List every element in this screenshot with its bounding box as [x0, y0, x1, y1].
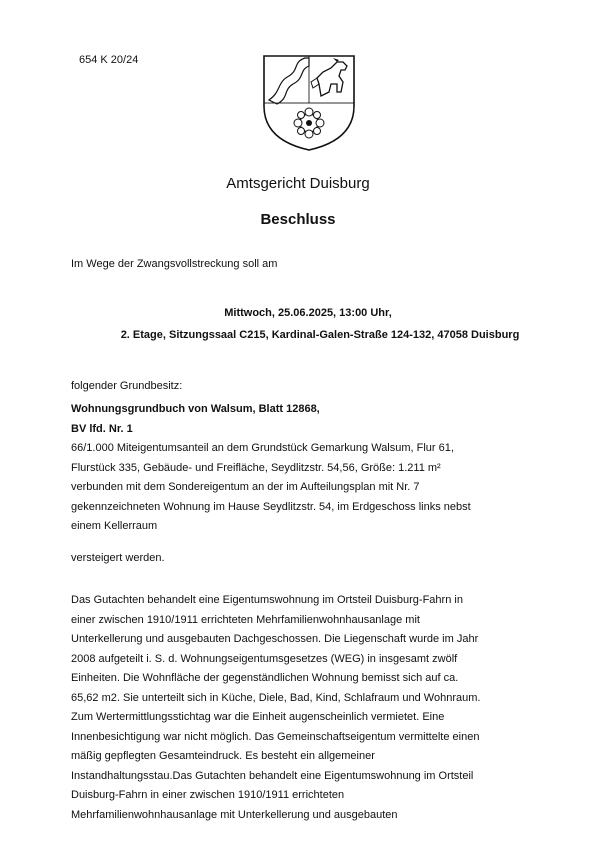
- gutachten-line: einer zwischen 1910/1911 errichteten Mehrfamilienwohnhausanlage mit: [71, 613, 420, 626]
- gutachten-line: Zum Wertermittlungsstichtag war die Einheit augenscheinlich vermietet. Eine: [71, 711, 445, 723]
- grundbuch-title: Wohnungsgrundbuch von Walsum, Blatt 12868,: [71, 403, 320, 415]
- gutachten-section: [71, 591, 541, 825]
- gutachten-line: Innenbesichtigung war nicht möglich. Das Gemeinschaftseigentum vermittelte einen: [71, 730, 480, 743]
- gutachten-line: Das Gutachten behandelt eine Eigentumswohnung im Ortsteil Duisburg-Fahrn in: [71, 594, 463, 606]
- gutachten-line: Duisburg-Fahrn in einer zwischen 1910/1911 errichteten: [71, 789, 345, 801]
- grundbesitz-label: folgender Grundbesitz:: [71, 380, 183, 392]
- gutachten-line: 65,62 m2. Sie unterteilt sich in Küche, Diele, Bad, Kind, Schlafraum und Wohnraum.: [71, 691, 481, 704]
- grundbesitz-line: 66/1.000 Miteigentumsanteil an dem Grundstück Gemarkung Walsum, Flur 61,: [71, 442, 454, 454]
- gutachten-line: Unterkellerung und ausgebauten Dachgeschossen. Die Liegenschaft wurde im Jahr: [71, 633, 479, 645]
- grundbesitz-line: einem Kellerraum: [71, 520, 158, 532]
- versteigert-text: versteigert werden.: [71, 552, 165, 564]
- document-title: Beschluss: [260, 211, 336, 228]
- gutachten-line: Einheiten. Die Wohnfläche der gegenständlichen Wohnung bemisst sich auf ca.: [71, 672, 459, 684]
- gutachten-line: Instandhaltungsstau.Das Gutachten behandelt eine Eigentumswohnung im Ortsteil: [71, 769, 474, 782]
- bv-number: BV lfd. Nr. 1: [71, 422, 133, 435]
- gutachten-line: Mehrfamilienwohnhausanlage mit Unterkellerung und ausgebauten: [71, 808, 398, 821]
- gutachten-line: mäßig gepflegten Gesamteindruck. Es besteht ein allgemeiner: [71, 750, 375, 762]
- grundbesitz-section: [71, 400, 541, 537]
- intro-text: Im Wege der Zwangsvollstreckung soll am: [71, 258, 278, 270]
- auction-location: 2. Etage, Sitzungssaal C215, Kardinal-Galen-Straße 124-132, 47058 Duisburg: [120, 329, 520, 341]
- court-name: Amtsgericht Duisburg: [226, 175, 370, 192]
- gutachten-line: 2008 aufgeteilt i. S. d. Wohnungseigentumsgesetzes (WEG) in insgesamt zwölf: [71, 652, 458, 665]
- auction-datetime: Mittwoch, 25.06.2025, 13:00 Uhr,: [224, 307, 392, 319]
- file-number: 654 K 20/24: [79, 54, 139, 66]
- grundbesitz-line: verbunden mit dem Sondereigentum an der im Aufteilungsplan mit Nr. 7: [71, 481, 420, 493]
- nrw-coat-of-arms-icon: [259, 48, 359, 154]
- grundbesitz-line: gekennzeichneten Wohnung im Hause Seydlitzstr. 54, im Erdgeschoss links nebst: [71, 500, 471, 513]
- grundbesitz-line: Flurstück 335, Gebäude- und Freifläche, Seydlitzstr. 54,56, Größe: 1.211 m²: [71, 461, 441, 474]
